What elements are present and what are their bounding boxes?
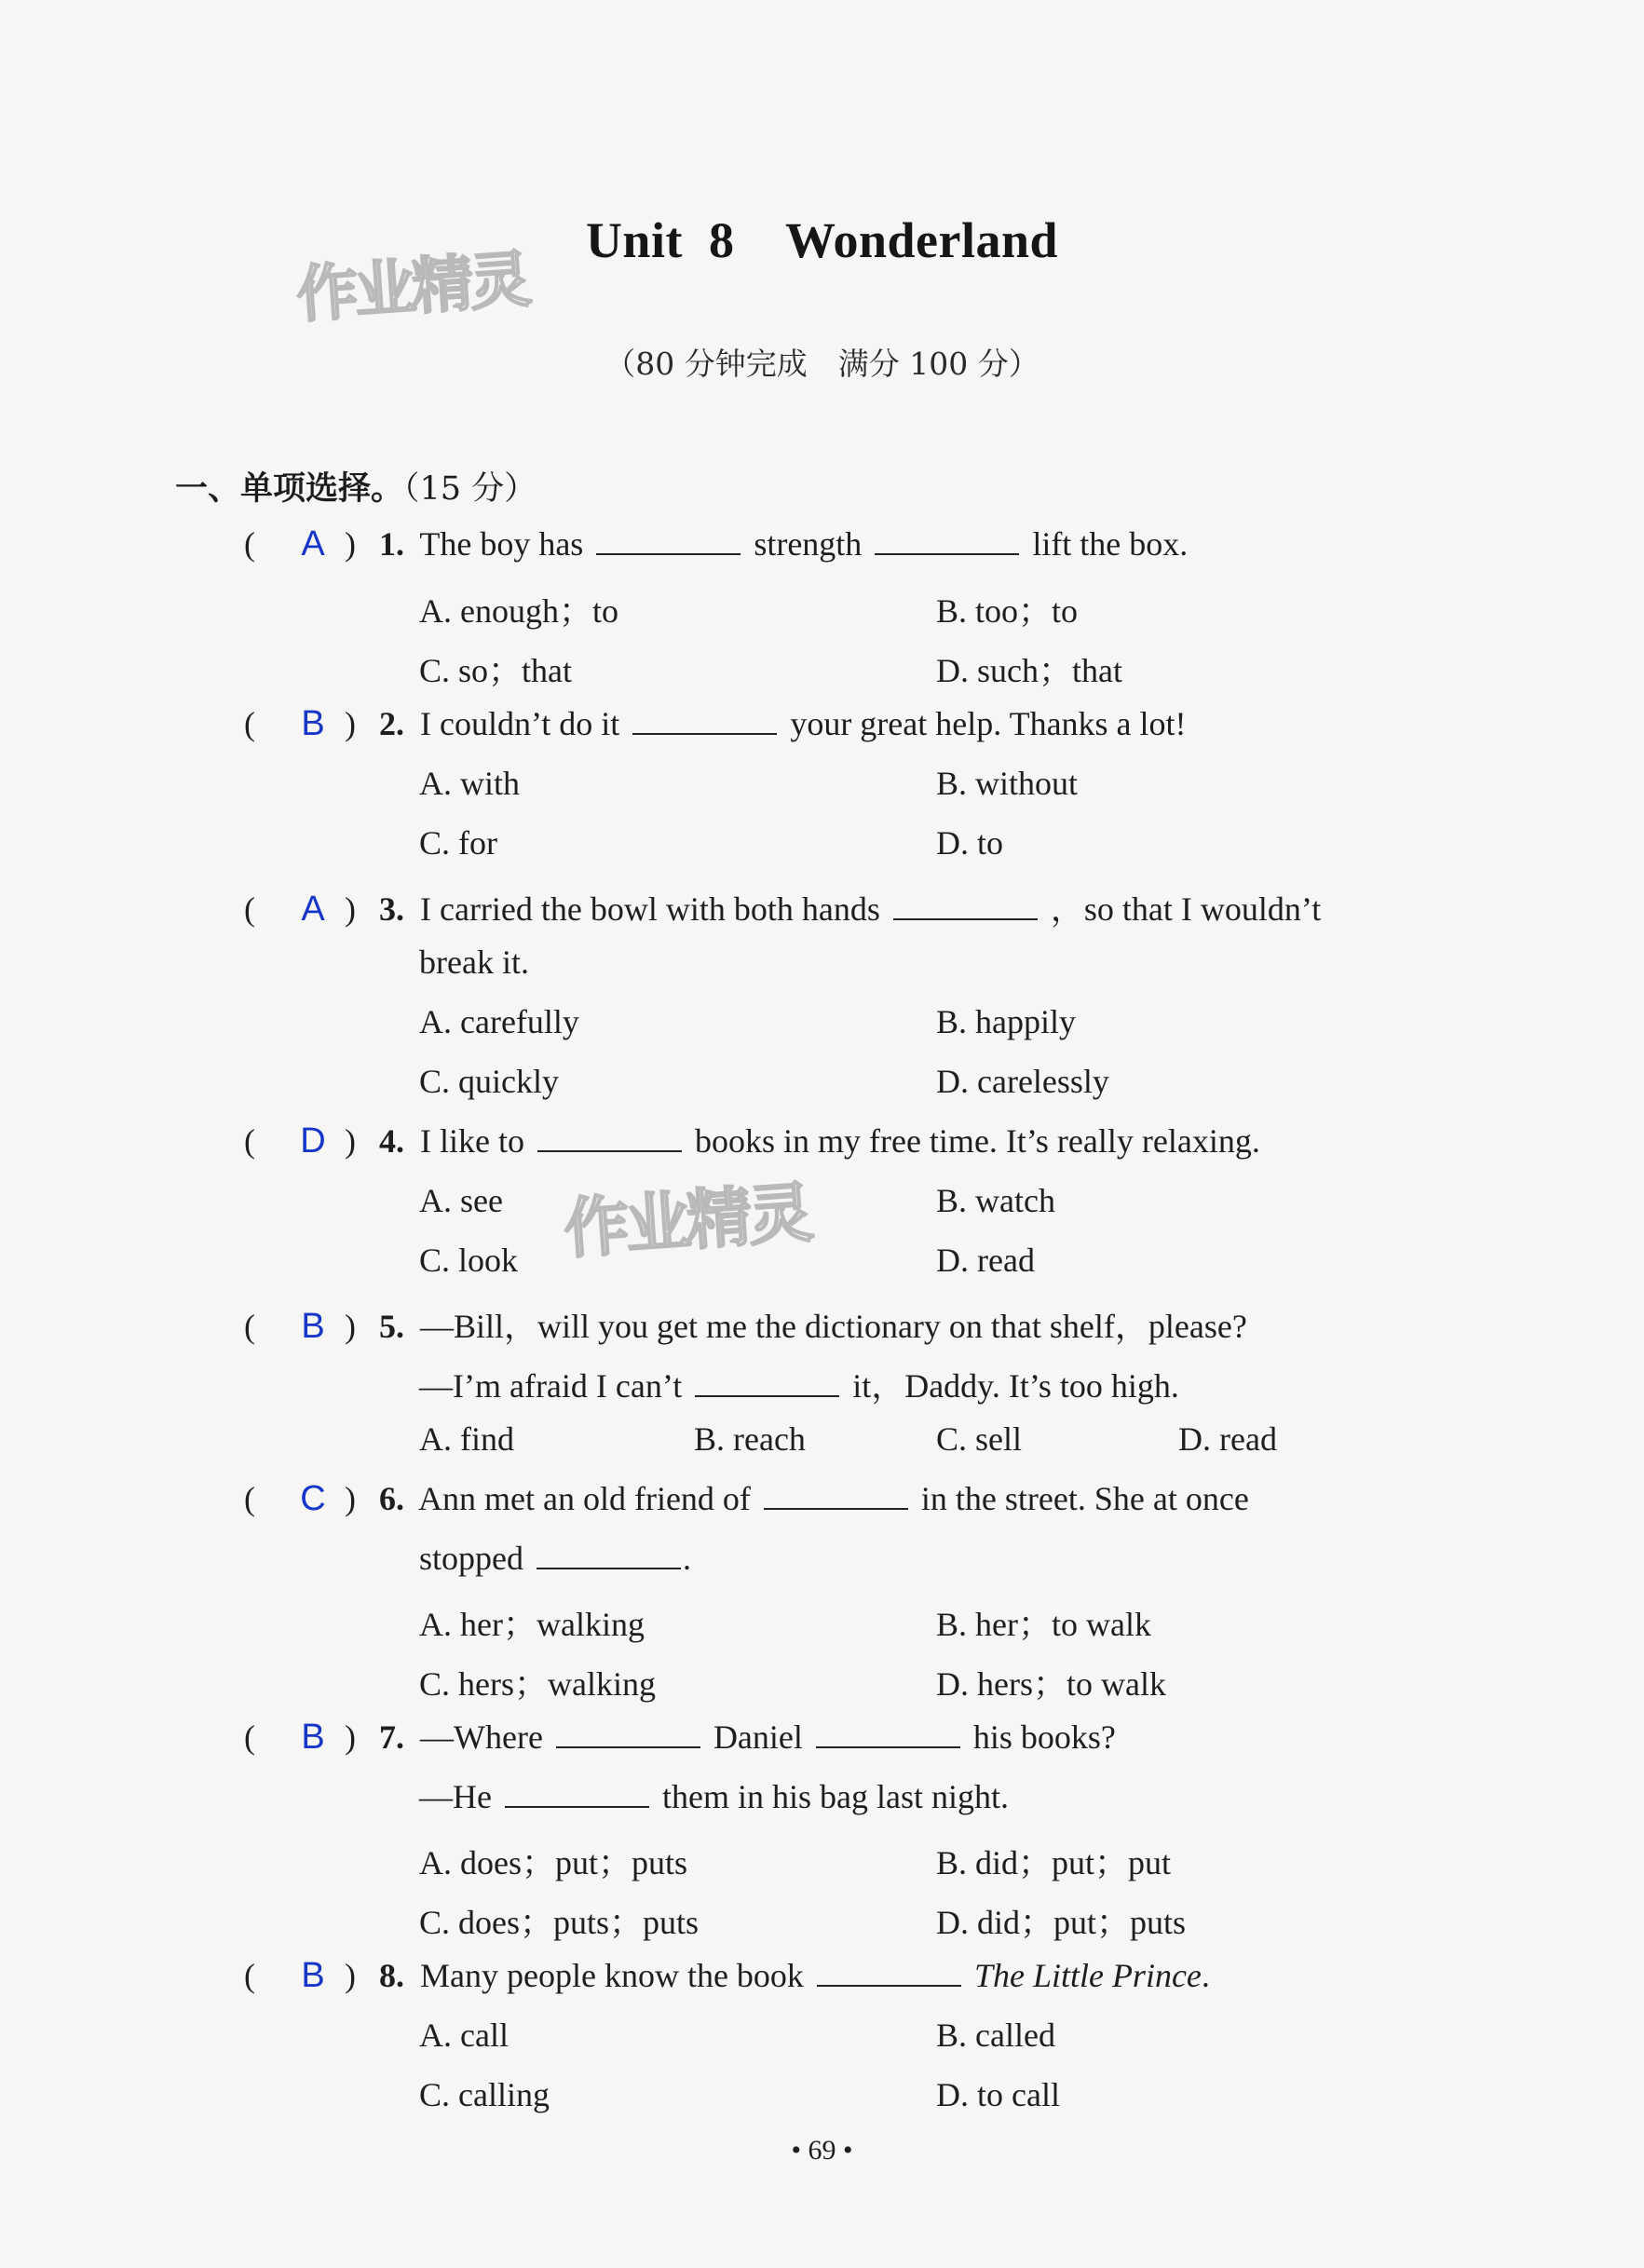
- paren-open: (: [244, 1480, 255, 1517]
- question-text: ，so that I wouldn’t: [1050, 890, 1322, 928]
- answer-blank: [817, 1959, 961, 1987]
- question-text: strength: [754, 525, 863, 563]
- answer-blank: [816, 1720, 960, 1748]
- option-b[interactable]: B. reach: [694, 1420, 806, 1458]
- period: .: [1201, 1957, 1210, 1994]
- option-d[interactable]: D. carelessly: [936, 1063, 1109, 1100]
- option-b[interactable]: B. called: [936, 2017, 1055, 2054]
- question-text: Many people know the book: [420, 1957, 804, 1994]
- option-d[interactable]: D. hers；to walk: [936, 1665, 1166, 1703]
- paren-close: ): [345, 1480, 356, 1517]
- page-subtitle: （80 分钟完成 满分 100 分）: [605, 346, 1039, 382]
- answer-7[interactable]: B: [301, 1718, 325, 1757]
- paren-open: (: [244, 890, 255, 928]
- question-7: [244, 1718, 1116, 1758]
- paren-close: ): [345, 1718, 356, 1756]
- option-a[interactable]: A. her；walking: [419, 1606, 645, 1643]
- paren-open: (: [244, 705, 255, 742]
- question-text: I like to: [420, 1122, 524, 1160]
- page-title: Unit 8 Wonderland: [585, 212, 1059, 268]
- option-a[interactable]: A. call: [419, 2017, 509, 2054]
- answer-blank: [695, 1369, 839, 1397]
- question-text: —Where: [420, 1718, 543, 1756]
- option-a[interactable]: A. find: [419, 1420, 514, 1458]
- book-title: The Little Prince: [973, 1957, 1202, 1994]
- option-b[interactable]: B. happily: [936, 1003, 1076, 1040]
- page-number: • 69 •: [791, 2135, 853, 2166]
- option-c[interactable]: C. calling: [419, 2076, 550, 2113]
- question-number: 4.: [379, 1122, 404, 1160]
- option-c[interactable]: C. so；that: [419, 652, 573, 689]
- paren-close: ): [345, 890, 356, 928]
- question-number: 8.: [379, 1957, 404, 1994]
- answer-blank: [764, 1482, 908, 1510]
- option-a[interactable]: A. does；put；puts: [419, 1844, 688, 1881]
- question-number: 6.: [379, 1480, 404, 1517]
- answer-blank: [875, 527, 1019, 555]
- option-c[interactable]: C. for: [419, 824, 497, 862]
- option-b[interactable]: B. did；put；put: [936, 1844, 1172, 1881]
- option-b[interactable]: B. too；to: [936, 592, 1079, 630]
- question-6: [244, 1479, 1249, 1519]
- question-number: 3.: [379, 890, 404, 928]
- question-text: —He: [419, 1778, 492, 1815]
- question-1: [244, 524, 1188, 564]
- paren-open: (: [244, 1308, 255, 1345]
- question-number: 1.: [379, 525, 404, 563]
- answer-5[interactable]: B: [301, 1307, 325, 1346]
- section-heading: [175, 463, 537, 509]
- answer-6[interactable]: C: [300, 1479, 326, 1518]
- option-c[interactable]: C. quickly: [419, 1063, 559, 1100]
- answer-blank: [537, 1124, 682, 1152]
- paren-open: (: [244, 1957, 255, 1994]
- option-a[interactable]: A. with: [419, 765, 520, 802]
- answer-3[interactable]: A: [301, 890, 325, 929]
- question-number: 7.: [379, 1718, 404, 1756]
- question-text: in the street. She at once: [920, 1480, 1249, 1517]
- paren-open: (: [244, 1718, 255, 1756]
- paren-close: ): [345, 525, 356, 563]
- option-a[interactable]: A. carefully: [419, 1003, 579, 1040]
- question-text: —I’m afraid I can’t: [419, 1367, 683, 1405]
- watermark: 作业精灵: [294, 243, 530, 332]
- question-text: Daniel: [713, 1718, 803, 1756]
- answer-4[interactable]: D: [300, 1121, 326, 1161]
- question-text: books in my free time. It’s really relaxing.: [694, 1122, 1260, 1160]
- paren-close: ): [345, 1308, 356, 1345]
- question-text: his books?: [972, 1718, 1116, 1756]
- answer-8[interactable]: B: [301, 1956, 325, 1995]
- question-text-continued: [419, 1777, 1009, 1816]
- section-points: （15 分）: [403, 470, 537, 508]
- option-c[interactable]: C. sell: [936, 1420, 1023, 1458]
- question-text: The boy has: [419, 525, 584, 563]
- option-b[interactable]: B. her；to walk: [936, 1606, 1151, 1643]
- question-text: them in his bag last night.: [661, 1778, 1009, 1815]
- option-c[interactable]: C. look: [419, 1242, 519, 1279]
- answer-blank: [556, 1720, 700, 1748]
- question-text: Ann met an old friend of: [418, 1480, 751, 1517]
- option-a[interactable]: A. see: [419, 1182, 503, 1219]
- option-d[interactable]: D. read: [936, 1242, 1035, 1279]
- answer-blank: [505, 1780, 649, 1808]
- question-text-continued: [419, 1539, 691, 1578]
- question-text: stopped: [419, 1540, 523, 1577]
- option-d[interactable]: D. did；put；puts: [936, 1904, 1187, 1941]
- answer-blank: [632, 707, 777, 735]
- option-c[interactable]: C. does；puts；puts: [419, 1904, 700, 1941]
- question-text: I carried the bowl with both hands: [420, 890, 880, 928]
- paren-close: ): [345, 705, 356, 742]
- question-text-continued: [419, 1360, 1179, 1407]
- option-d[interactable]: D. to call: [936, 2076, 1060, 2113]
- question-number: 5.: [379, 1308, 404, 1345]
- option-c[interactable]: C. hers；walking: [419, 1665, 656, 1703]
- section-label: 一、单项选择。: [175, 470, 404, 508]
- question-text: your great help. Thanks a lot!: [790, 705, 1187, 742]
- option-d[interactable]: D. read: [1178, 1420, 1277, 1458]
- paren-open: (: [244, 1122, 255, 1160]
- question-number: 2.: [379, 705, 404, 742]
- question-2: [244, 704, 1187, 744]
- answer-blank: [596, 527, 740, 555]
- question-text: lift the box.: [1032, 525, 1189, 563]
- option-b[interactable]: B. watch: [936, 1182, 1055, 1219]
- paren-close: ): [345, 1122, 356, 1160]
- question-text: —Bill，will you get me the dictionary on that shelf，please?: [420, 1308, 1247, 1345]
- option-a[interactable]: A. enough；to: [419, 592, 618, 630]
- question-text: .: [683, 1540, 691, 1577]
- option-b[interactable]: B. without: [936, 765, 1079, 802]
- paren-open: (: [244, 525, 255, 563]
- option-d[interactable]: D. such；that: [936, 652, 1122, 689]
- watermark: 作业精灵: [561, 1174, 812, 1269]
- paren-close: ): [345, 1957, 356, 1994]
- question-text: I couldn’t do it: [420, 705, 620, 742]
- question-5: [244, 1300, 1247, 1348]
- answer-2[interactable]: B: [301, 704, 325, 743]
- question-8: [244, 1956, 1210, 1996]
- question-text: it，Daddy. It’s too high.: [852, 1367, 1179, 1405]
- question-4: [244, 1121, 1260, 1161]
- question-text-continued: break it.: [419, 944, 529, 981]
- answer-blank: [893, 892, 1038, 920]
- question-3: [244, 883, 1321, 930]
- answer-1[interactable]: A: [301, 524, 325, 564]
- option-d[interactable]: D. to: [936, 824, 1003, 862]
- answer-blank: [537, 1541, 681, 1569]
